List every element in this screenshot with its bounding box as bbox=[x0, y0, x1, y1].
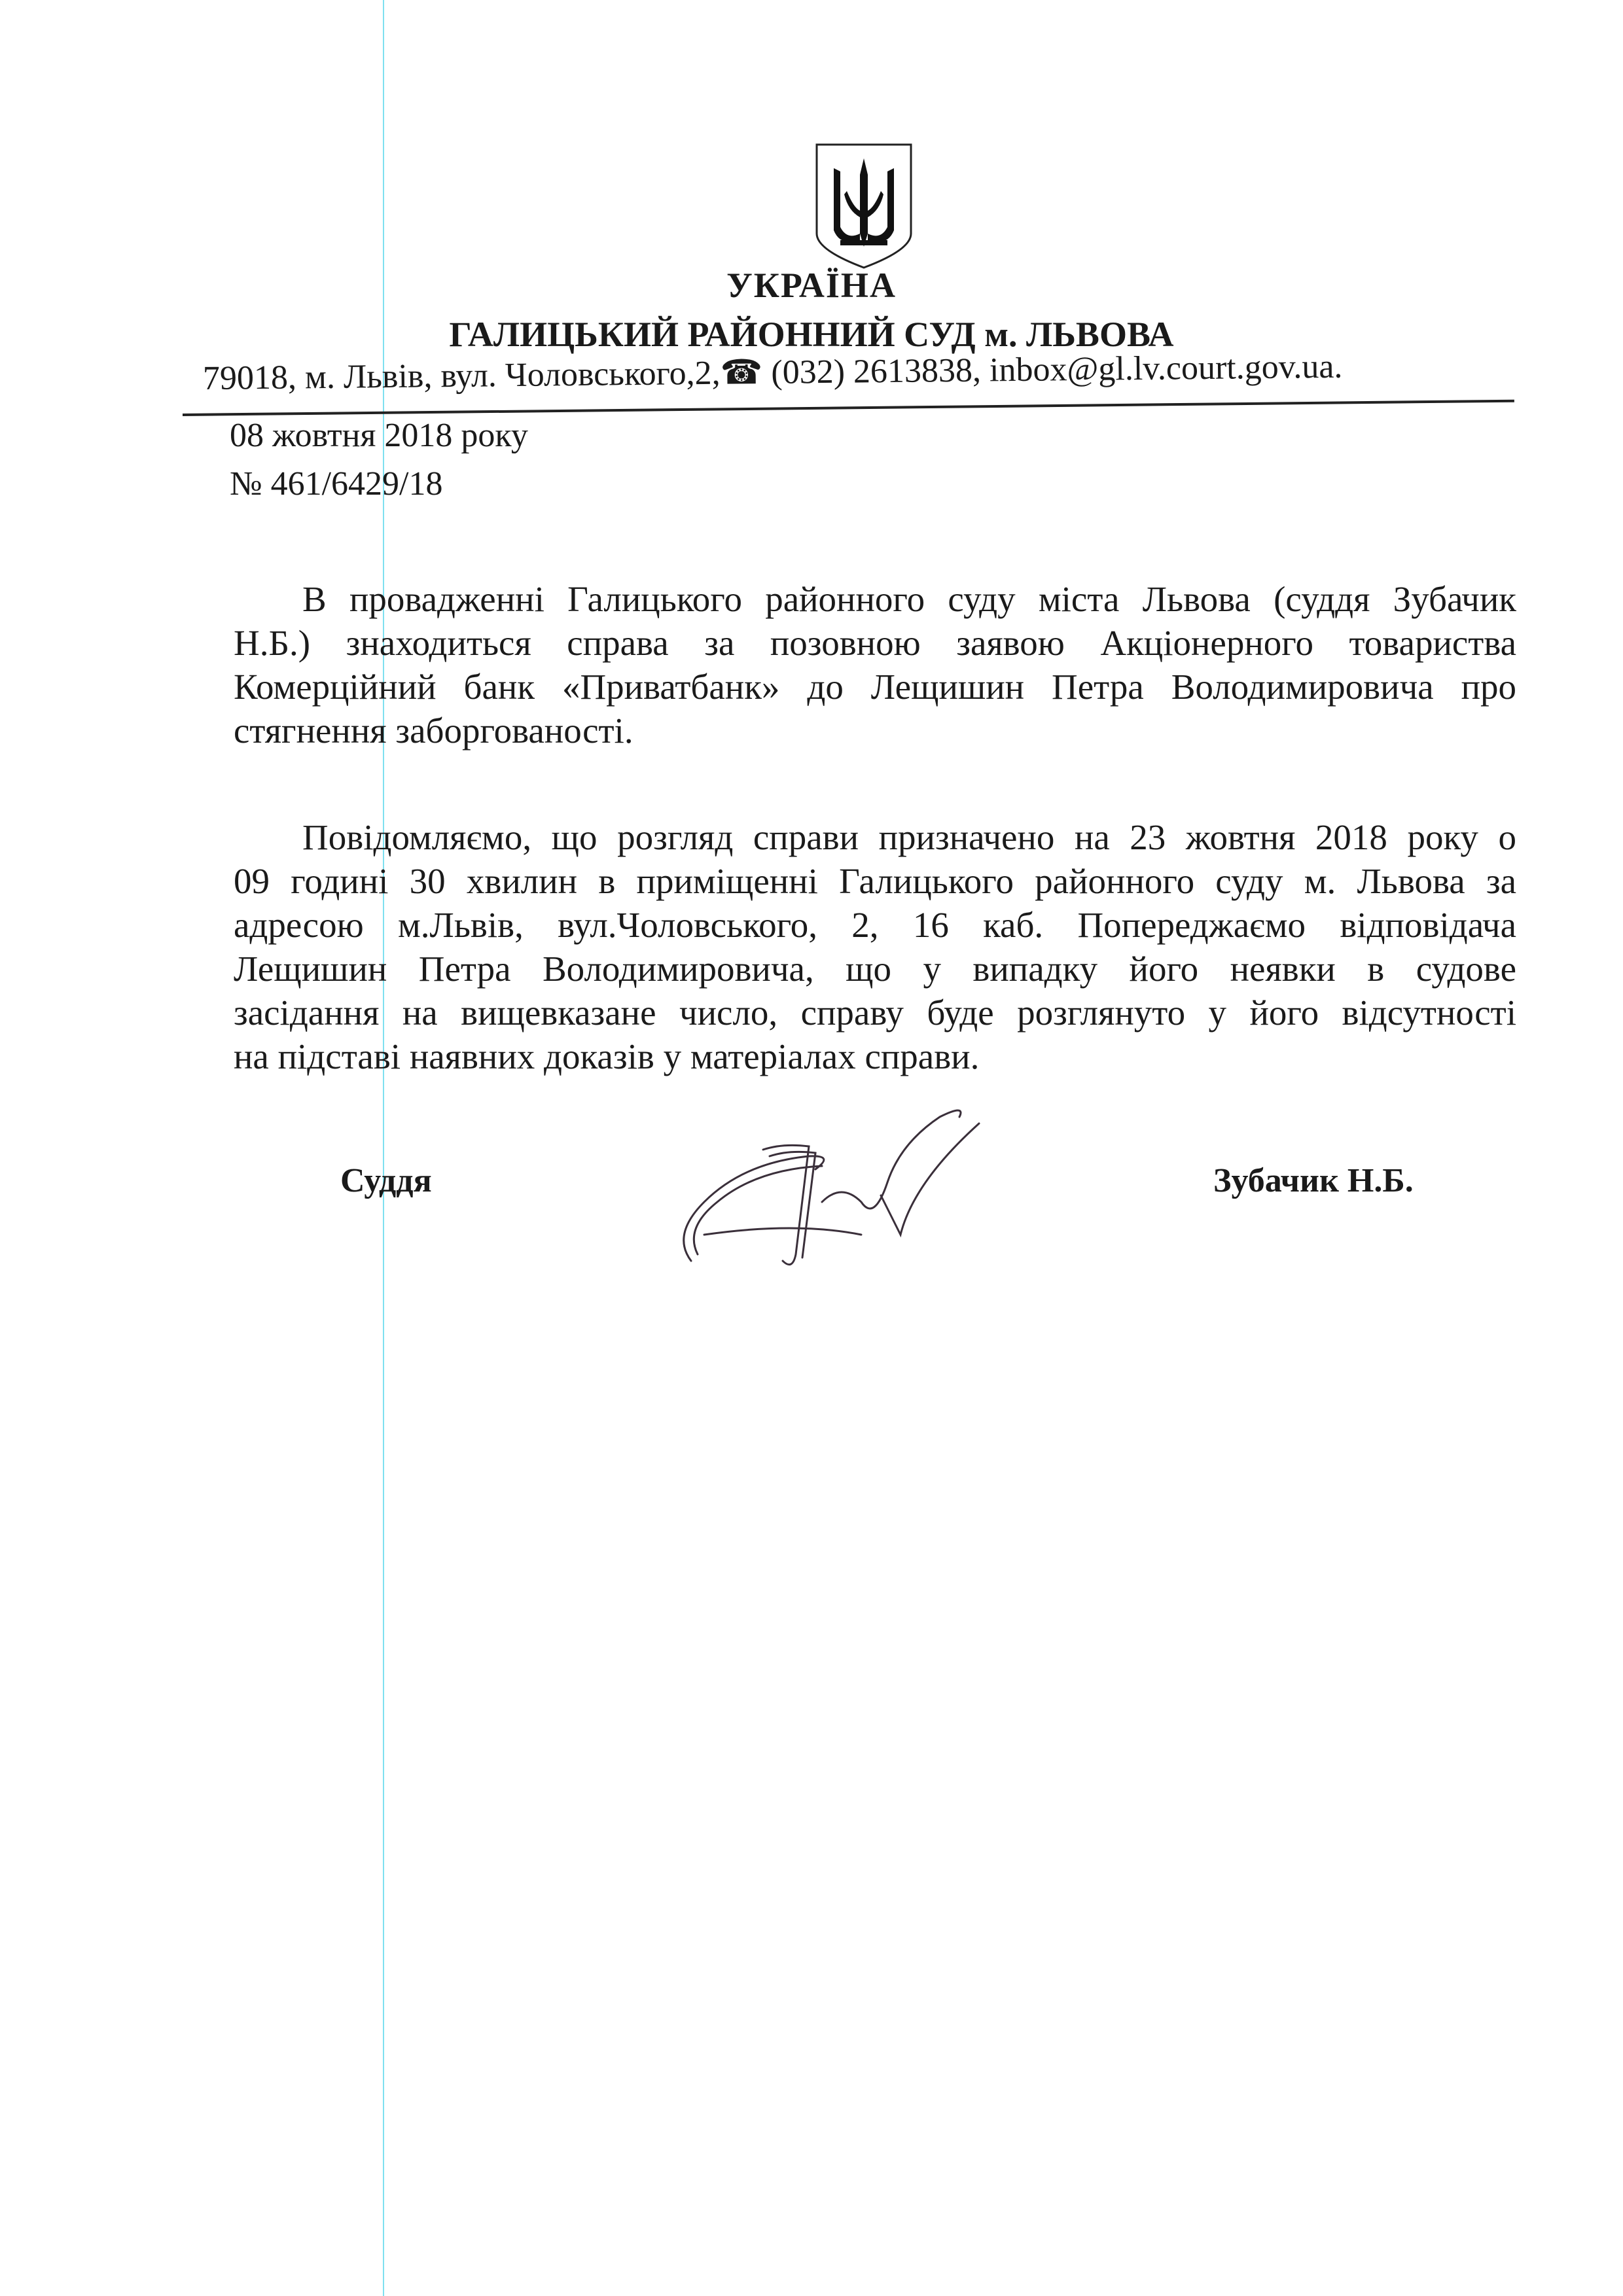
paragraph-2 bbox=[234, 815, 1516, 1078]
handwritten-signature bbox=[665, 1104, 994, 1279]
paragraph-line: стягнення заборгованості. bbox=[234, 711, 633, 751]
trident-emblem-icon bbox=[814, 142, 914, 270]
paragraph-line: В провадженні Галицького районного суду міста Львова (суддя Зубачик bbox=[302, 579, 1516, 619]
paragraph-line: Комерційний банк «Приватбанк» до Лещишин Петра Володимировича про bbox=[234, 667, 1516, 707]
paragraph-line: засідання на вищевказане число, справу буде розглянуто у його відсутності bbox=[234, 993, 1516, 1033]
paragraph-1 bbox=[234, 577, 1516, 752]
country-title: УКРАЇНА bbox=[726, 266, 897, 305]
court-phone: (032) 2613838 bbox=[771, 351, 973, 391]
court-address: 79018, м. Львів, вул. Чоловського,2, bbox=[202, 354, 721, 397]
paragraph-line: 09 годині 30 хвилин в приміщенні Галицького районного суду м. Львова за bbox=[234, 861, 1516, 901]
paragraph-line: на підставі наявних доказів у матеріалах справи. bbox=[234, 1036, 980, 1076]
paragraph-line: Повідомляємо, що розгляд справи призначено на 23 жовтня 2018 року о bbox=[302, 817, 1516, 857]
phone-icon: ☎ bbox=[720, 354, 763, 392]
case-number: № 461/6429/18 bbox=[230, 465, 443, 503]
court-name: ГАЛИЦЬКИЙ РАЙОННИЙ СУД м. ЛЬВОВА bbox=[449, 315, 1174, 354]
court-email: inbox@gl.lv.court.gov.ua. bbox=[989, 347, 1343, 389]
signer-name: Зубачик Н.Б. bbox=[1213, 1162, 1414, 1199]
court-contacts: 79018, м. Львів, вул. Чоловського,2,☎ (032) 2613838, inbox@gl.lv.court.gov.ua. bbox=[202, 347, 1343, 397]
paragraph-line: адресою м.Львів, вул.Чоловського, 2, 16 каб. Попереджаємо відповідача bbox=[234, 905, 1516, 945]
letter-date: 08 жовтня 2018 року bbox=[230, 417, 528, 454]
paragraph-line: Н.Б.) знаходиться справа за позовною заявою Акціонерного товариства bbox=[234, 623, 1516, 663]
signer-title: Суддя bbox=[340, 1162, 432, 1199]
paragraph-line: Лещишин Петра Володимировича, що у випадку його неявки в судове bbox=[234, 949, 1516, 989]
